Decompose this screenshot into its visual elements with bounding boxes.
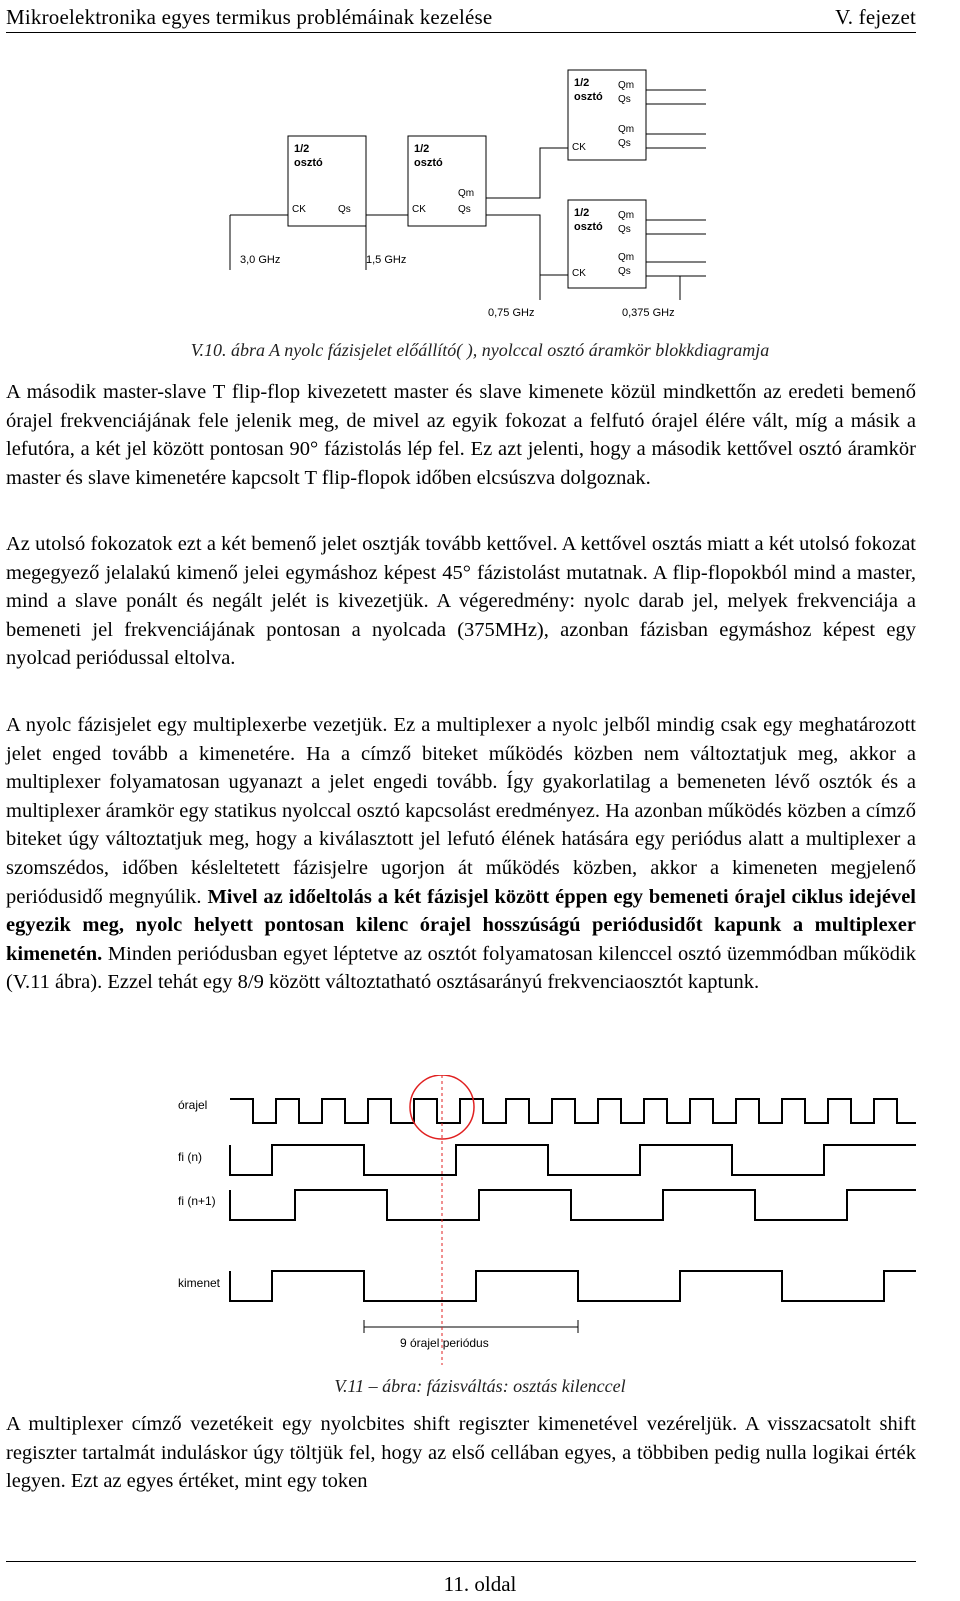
block2-half-label: 1/2 (414, 143, 430, 155)
signal-label-fi-n1: fi (n+1) (178, 1194, 216, 1208)
paragraph-3-bold: Mivel az időeltolás a két fázisjel között éppen egy bemeneti órajel ciklus idejével egyezik meg, nyolc helyett pontosan kilenc órajel hosszúságú periódusidőt kapunk a multiplexer kimenetén. (6, 885, 916, 965)
signal-label-fi-n: fi (n) (178, 1150, 202, 1164)
block1-ck: CK (292, 204, 306, 215)
running-header (6, 0, 916, 30)
output-waveform (230, 1271, 916, 1301)
page-number: 11. oldal (443, 1572, 517, 1596)
block4-qs-top: Qs (618, 224, 631, 235)
block3-half-label: 1/2 (574, 77, 590, 89)
block3-qm-top: Qm (618, 80, 635, 91)
block4-div-label: osztó (574, 221, 603, 233)
paragraph-3 (6, 711, 916, 997)
figure2-caption: V.11 – ábra: fázisváltás: osztás kilenccel (334, 1376, 626, 1396)
block3-qm: Qm (618, 124, 635, 135)
paragraph-1: A második master-slave T flip-flop kivezetett master és slave kimenete közül mindkettőn az eredeti bemenő órajel frekvenciájának fele jelenik meg, de mivel az egyik fokozat a felfutó órajel élére vált, míg a másik a lefutóra, a két jel között pontosan 90° fázistolás lép fel. Ez azt jelenti, hogy a második kettővel osztó áramkör master és slave kimenetére kapcsolt T flip-flopok időben elcsúszva dolgoznak. (6, 381, 916, 489)
block3-qs-top: Qs (618, 94, 631, 105)
block2-qs: Qs (458, 204, 471, 215)
block3-div-label: osztó (574, 91, 603, 103)
header-chapter: V. fejezet (835, 5, 916, 29)
period-marker (364, 1320, 578, 1333)
block2-ck: CK (412, 204, 426, 215)
clock-waveform (230, 1099, 916, 1123)
block1-qs: Qs (338, 204, 351, 215)
signal-label-output: kimenet (178, 1276, 221, 1290)
block3-ck: CK (572, 142, 586, 153)
paragraph-4: A multiplexer címző vezetékeit egy nyolcbites shift regiszter kimenetével vezéreljük. A visszacsatolt shift regiszter tartalmát induláskor úgy töltjük fel, hogy az első cellában egyes, a többiben pedig nulla logikai érték legyen. Ezt az egyes értéket, mint egy token (6, 1413, 916, 1493)
header-rule (6, 32, 916, 33)
signal-label-clock: órajel (178, 1098, 208, 1112)
footer-rule (6, 1561, 916, 1562)
figure1-caption: V.10. ábra A nyolc fázisjelet előállító( ), nyolccal osztó áramkör blokkdiagramja (190, 340, 770, 360)
freq-1-5ghz: 1,5 GHz (366, 254, 407, 266)
figure-timing-diagram (0, 1075, 960, 1365)
header-title: Mikroelektronika egyes termikus problémáinak kezelése (6, 5, 493, 29)
freq-0-75ghz: 0,75 GHz (488, 307, 535, 319)
block2-qm: Qm (458, 188, 475, 199)
block1-div-label: osztó (294, 157, 323, 169)
period-label: 9 órajel periódus (400, 1336, 489, 1350)
freq-3ghz: 3,0 GHz (240, 254, 281, 266)
block4-ck: CK (572, 268, 586, 279)
block4-qm-top: Qm (618, 210, 635, 221)
block4-half-label: 1/2 (574, 207, 590, 219)
block4-qm: Qm (618, 252, 635, 263)
paragraph-3-part-1: A nyolc fázisjelet egy multiplexerbe vezetjük. Ez a multiplexer a nyolc jelből mindig csak egy meghatározott jelet enged tovább a kimenetére. Ha a címző biteket működés közben nem változtatjuk meg, akkor a multiplexer folyamatosan ugyanazt a jelet engedi tovább. Így gyakorlatilag a bemeneten lévő osztók és a multiplexer áramkör egy statikus nyolccal osztó kapcsolást eredményez. Ha azonban működés közben a címző biteket úgy változtatjuk meg, hogy a kiválasztott jel lefutó élének hatására egy periódus alatt a multiplexer a szomszédos, időben késleltetett fázisjelre ugorjon át működés közben, akkor a kimeneten megjelenő periódusidő megnyúlik. (6, 714, 916, 908)
freq-0-375ghz: 0,375 GHz (622, 307, 675, 319)
block1-half-label: 1/2 (294, 143, 310, 155)
paragraph-2: Az utolsó fokozatok ezt a két bemenő jelet osztják tovább kettővel. A kettővel osztás miatt a két utolsó fokozat megegyező jelalakú kimenő jelei egymáshoz képest 45° fázistolást mutatnak. A flip-flopokból mind a master, mind a slave ponált és negált jelét is kivezetjük. A végeredmény: nyolc darab jel, melyek frekvenciája a bemeneti jel frekvenciájának pontosan a nyolcada (375MHz), azonban fázisban egymáshoz képest egy nyolcad periódussal eltolva. (6, 533, 916, 670)
block3-qs-bottom: Qs (618, 138, 631, 149)
block2-div-label: osztó (414, 157, 443, 169)
block4-qs-bottom: Qs (618, 266, 631, 277)
paragraph-3-part-2: Minden periódusban egyet léptetve az osztót folyamatosan kilenccel osztó üzemmódban működik (V.11 ábra). Ezzel tehát egy 8/9 között változtatható osztásarányú frekvenciaosztót kaptunk. (6, 942, 916, 994)
fi-n-waveform (230, 1145, 916, 1175)
figure-block-diagram (0, 60, 960, 330)
fi-n1-waveform (230, 1190, 916, 1220)
